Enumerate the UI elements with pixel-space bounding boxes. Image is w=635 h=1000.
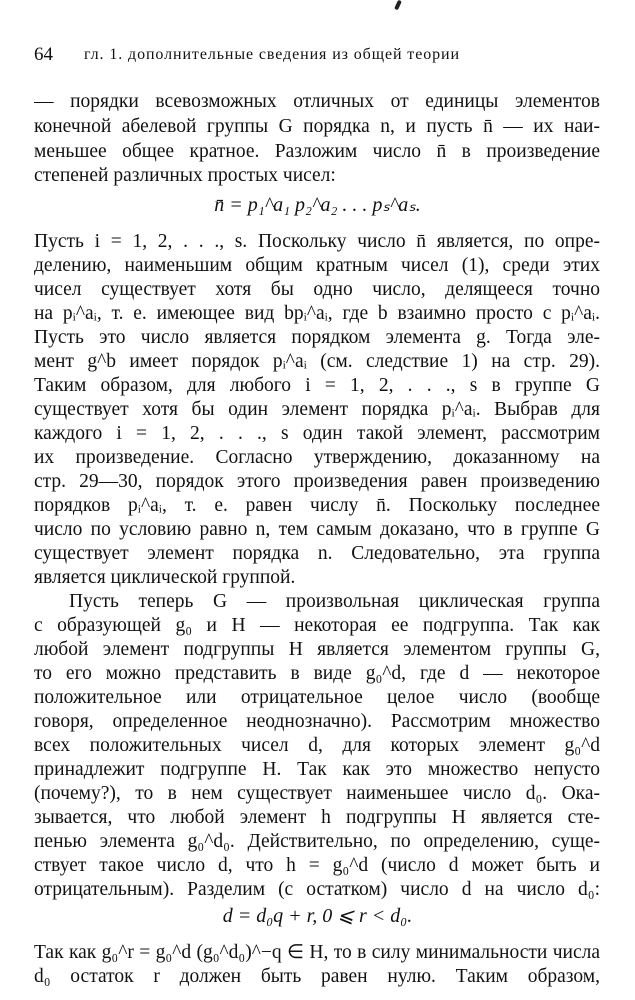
- text-line: Так как g₀^r = g₀^d (g₀^d₀)^−q ∈ H, то в силу минимальности числа: [34, 942, 600, 963]
- page-number: 64: [34, 44, 53, 65]
- text-line: конечной абелевой группы G порядка n, и пусть n̄ — их наи-: [34, 116, 600, 137]
- text-line: существует элемент порядка n. Следовательно, эта группа: [34, 543, 600, 564]
- text-line: зывается, что любой элемент h подгруппы H является сте-: [34, 807, 600, 828]
- text-line: всех положительных чисел d, для которых элемент g₀^d: [34, 735, 600, 756]
- text-line: существует хотя бы один элемент порядка pᵢ^aᵢ. Выбрав для: [34, 399, 600, 420]
- text-line: Таким образом, для любого i = 1, 2, . . ., s в группе G: [34, 375, 600, 396]
- text-line: говоря, определенное неоднозначно). Рассмотрим множество: [34, 711, 600, 732]
- text-line: положительное или отрицательное целое число (вообще: [34, 687, 600, 708]
- text-line: d₀ остаток r должен быть равен нулю. Таким образом,: [34, 966, 600, 987]
- text-line: меньшее общее кратное. Разложим число n̄ в произведение: [34, 141, 600, 162]
- formula: d = d₀q + r, 0 ⩽ r < d₀.: [222, 905, 413, 927]
- text-line: мент g^b имеет порядок pᵢ^aᵢ (см. следствие 1) на стр. 29).: [34, 351, 600, 372]
- text-line: Пусть это число является порядком элемента g. Тогда эле-: [34, 327, 600, 348]
- text-line: чисел существует хотя бы одно число, делящееся точно: [34, 279, 600, 300]
- running-head: гл. 1. дополнительные сведения из общей теории: [84, 46, 460, 63]
- text-line: делению, наименьшим общим кратным чисел (1), среди этих: [34, 255, 600, 276]
- text-line: с образующей g₀ и H — некоторая ее подгруппа. Так как: [34, 615, 600, 636]
- text-line: на pᵢ^aᵢ, т. е. имеющее вид bpᵢ^aᵢ, где b взаимно просто с pᵢ^aᵢ.: [34, 303, 600, 324]
- text-line: принадлежит подгруппе H. Так как это множество непусто: [34, 759, 600, 780]
- text-line: отрицательным). Разделим (с остатком) число d на число d₀:: [34, 879, 600, 900]
- page-header: [34, 44, 604, 72]
- text-line: является циклической группой.: [34, 567, 296, 588]
- text-line: — порядки всевозможных отличных от единицы элементов: [34, 91, 600, 112]
- text-line: стр. 29—30, порядок этого произведения равен произведению: [34, 471, 600, 492]
- text-line: степеней различных простых чисел:: [34, 165, 336, 186]
- text-line: любой элемент подгруппы H является элементом группы G,: [34, 639, 600, 660]
- text-line: (почему?), то в нем существует наименьшее число d₀. Ока-: [34, 783, 600, 804]
- text-line: их произведение. Согласно утверждению, доказанному на: [34, 447, 600, 468]
- formula: n̄ = p₁^a₁ p₂^a₂ . . . pₛ^aₛ.: [214, 194, 421, 216]
- text-line: то его можно представить в виде g₀^d, где d — некоторое: [34, 663, 600, 684]
- text-line: порядков pᵢ^aᵢ, т. е. равен числу n̄. Поскольку последнее: [34, 495, 600, 516]
- text-line: Пусть теперь G — произвольная циклическая группа: [69, 591, 600, 612]
- text-line: каждого i = 1, 2, . . ., s один такой элемент, рассмотрим: [34, 423, 600, 444]
- text-line: пенью элемента g₀^d₀. Действительно, по определению, суще-: [34, 831, 600, 852]
- text-line: ствует такое число d, что h = g₀^d (число d может быть и: [34, 855, 600, 876]
- text-line: число по условию равно n, тем самым доказано, что в группе G: [34, 519, 600, 540]
- text-line: Пусть i = 1, 2, . . ., s. Поскольку число n̄ является, по опре-: [34, 231, 600, 252]
- ink-speck: [394, 0, 402, 10]
